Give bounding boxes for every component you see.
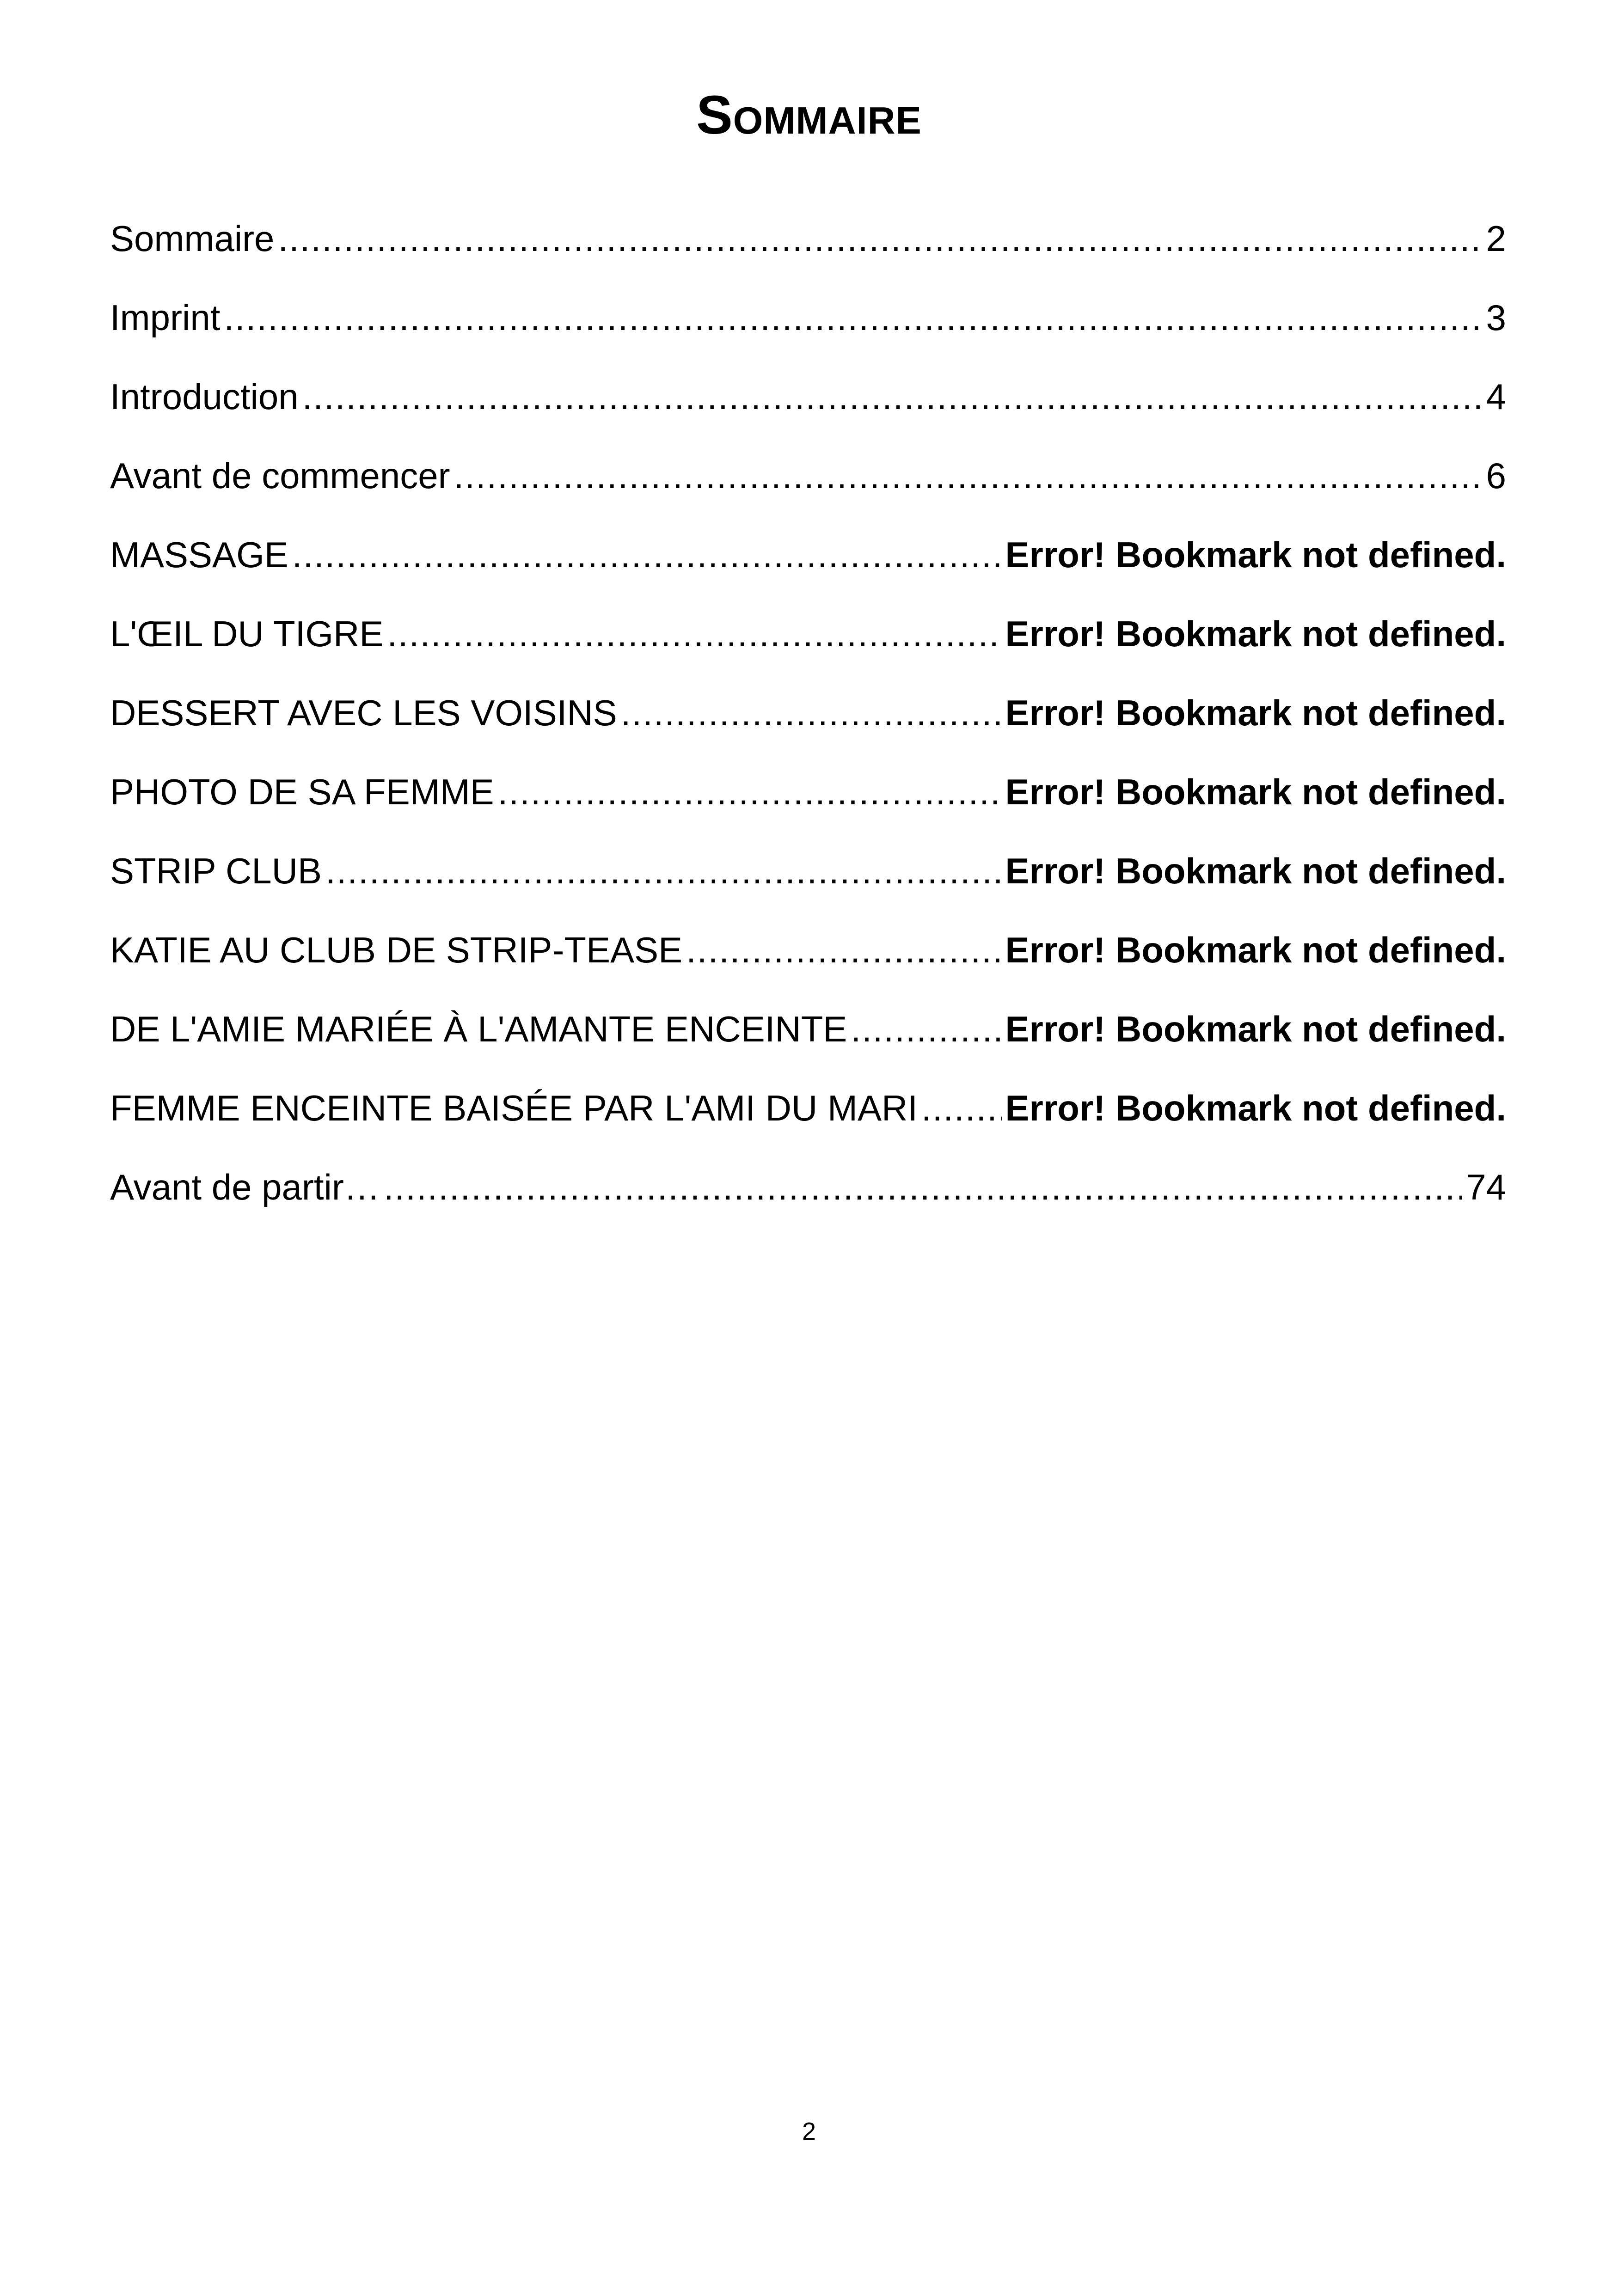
toc-entry-title: L'ŒIL DU TIGRE: [110, 613, 384, 654]
toc-entry[interactable]: [110, 594, 1506, 673]
toc-entry-page: Error! Bookmark not defined.: [1005, 534, 1506, 575]
toc-entry-title: Avant de commencer: [110, 455, 450, 496]
toc-entry[interactable]: [110, 357, 1506, 436]
toc-entry-page: 4: [1486, 376, 1506, 417]
page-title: Sommaire: [696, 85, 922, 146]
toc-entry[interactable]: [110, 278, 1506, 357]
toc-entry-title: Introduction: [110, 376, 299, 417]
toc-entry-page: Error! Bookmark not defined.: [1005, 613, 1506, 654]
toc-entry-title: FEMME ENCEINTE BAISÉE PAR L'AMI DU MARI: [110, 1087, 918, 1128]
toc-dot-leader: [851, 1011, 1001, 1047]
toc-entry-title: MASSAGE: [110, 534, 288, 575]
toc-dot-leader: [302, 379, 1483, 415]
toc-entry[interactable]: [110, 199, 1506, 278]
table-of-contents: [110, 199, 1506, 1226]
toc-entry[interactable]: [110, 436, 1506, 515]
toc-dot-leader: [325, 853, 1002, 889]
toc-entry-page: 74: [1466, 1166, 1506, 1207]
toc-dot-leader: [498, 774, 1002, 810]
toc-entry-title: KATIE AU CLUB DE STRIP-TEASE: [110, 929, 683, 970]
toc-entry[interactable]: [110, 910, 1506, 989]
toc-entry-page: 3: [1486, 297, 1506, 338]
toc-entry-page: Error! Bookmark not defined.: [1005, 1008, 1506, 1049]
toc-dot-leader: [686, 932, 1001, 968]
toc-entry[interactable]: [110, 673, 1506, 752]
toc-dot-leader: [224, 300, 1482, 336]
toc-entry[interactable]: [110, 989, 1506, 1068]
toc-entry-title: STRIP CLUB: [110, 850, 322, 891]
toc-entry-title: Avant de partir…: [110, 1166, 380, 1207]
toc-entry[interactable]: [110, 752, 1506, 831]
toc-entry[interactable]: [110, 1068, 1506, 1147]
toc-entry[interactable]: [110, 1147, 1506, 1226]
toc-entry-page: 6: [1486, 455, 1506, 496]
toc-entry-page: Error! Bookmark not defined.: [1005, 771, 1506, 812]
toc-entry-title: Imprint: [110, 297, 221, 338]
toc-dot-leader: [387, 616, 1001, 652]
toc-entry[interactable]: [110, 515, 1506, 594]
toc-entry-title: PHOTO DE SA FEMME: [110, 771, 494, 812]
toc-entry-page: 2: [1486, 218, 1506, 259]
toc-dot-leader: [621, 695, 1002, 731]
toc-entry-page: Error! Bookmark not defined.: [1005, 692, 1506, 733]
toc-entry-title: DESSERT AVEC LES VOISINS: [110, 692, 617, 733]
page-number: 2: [802, 2118, 816, 2145]
toc-entry-page: Error! Bookmark not defined.: [1005, 1087, 1506, 1128]
toc-entry-page: Error! Bookmark not defined.: [1005, 850, 1506, 891]
toc-entry-title: DE L'AMIE MARIÉE À L'AMANTE ENCEINTE: [110, 1008, 847, 1049]
toc-entry-title: Sommaire: [110, 218, 275, 259]
toc-dot-leader: [292, 537, 1002, 573]
toc-dot-leader: [921, 1090, 1001, 1126]
toc-dot-leader: [384, 1169, 1462, 1205]
toc-entry[interactable]: [110, 831, 1506, 910]
toc-dot-leader: [454, 458, 1483, 494]
toc-dot-leader: [278, 220, 1482, 257]
toc-entry-page: Error! Bookmark not defined.: [1005, 929, 1506, 970]
